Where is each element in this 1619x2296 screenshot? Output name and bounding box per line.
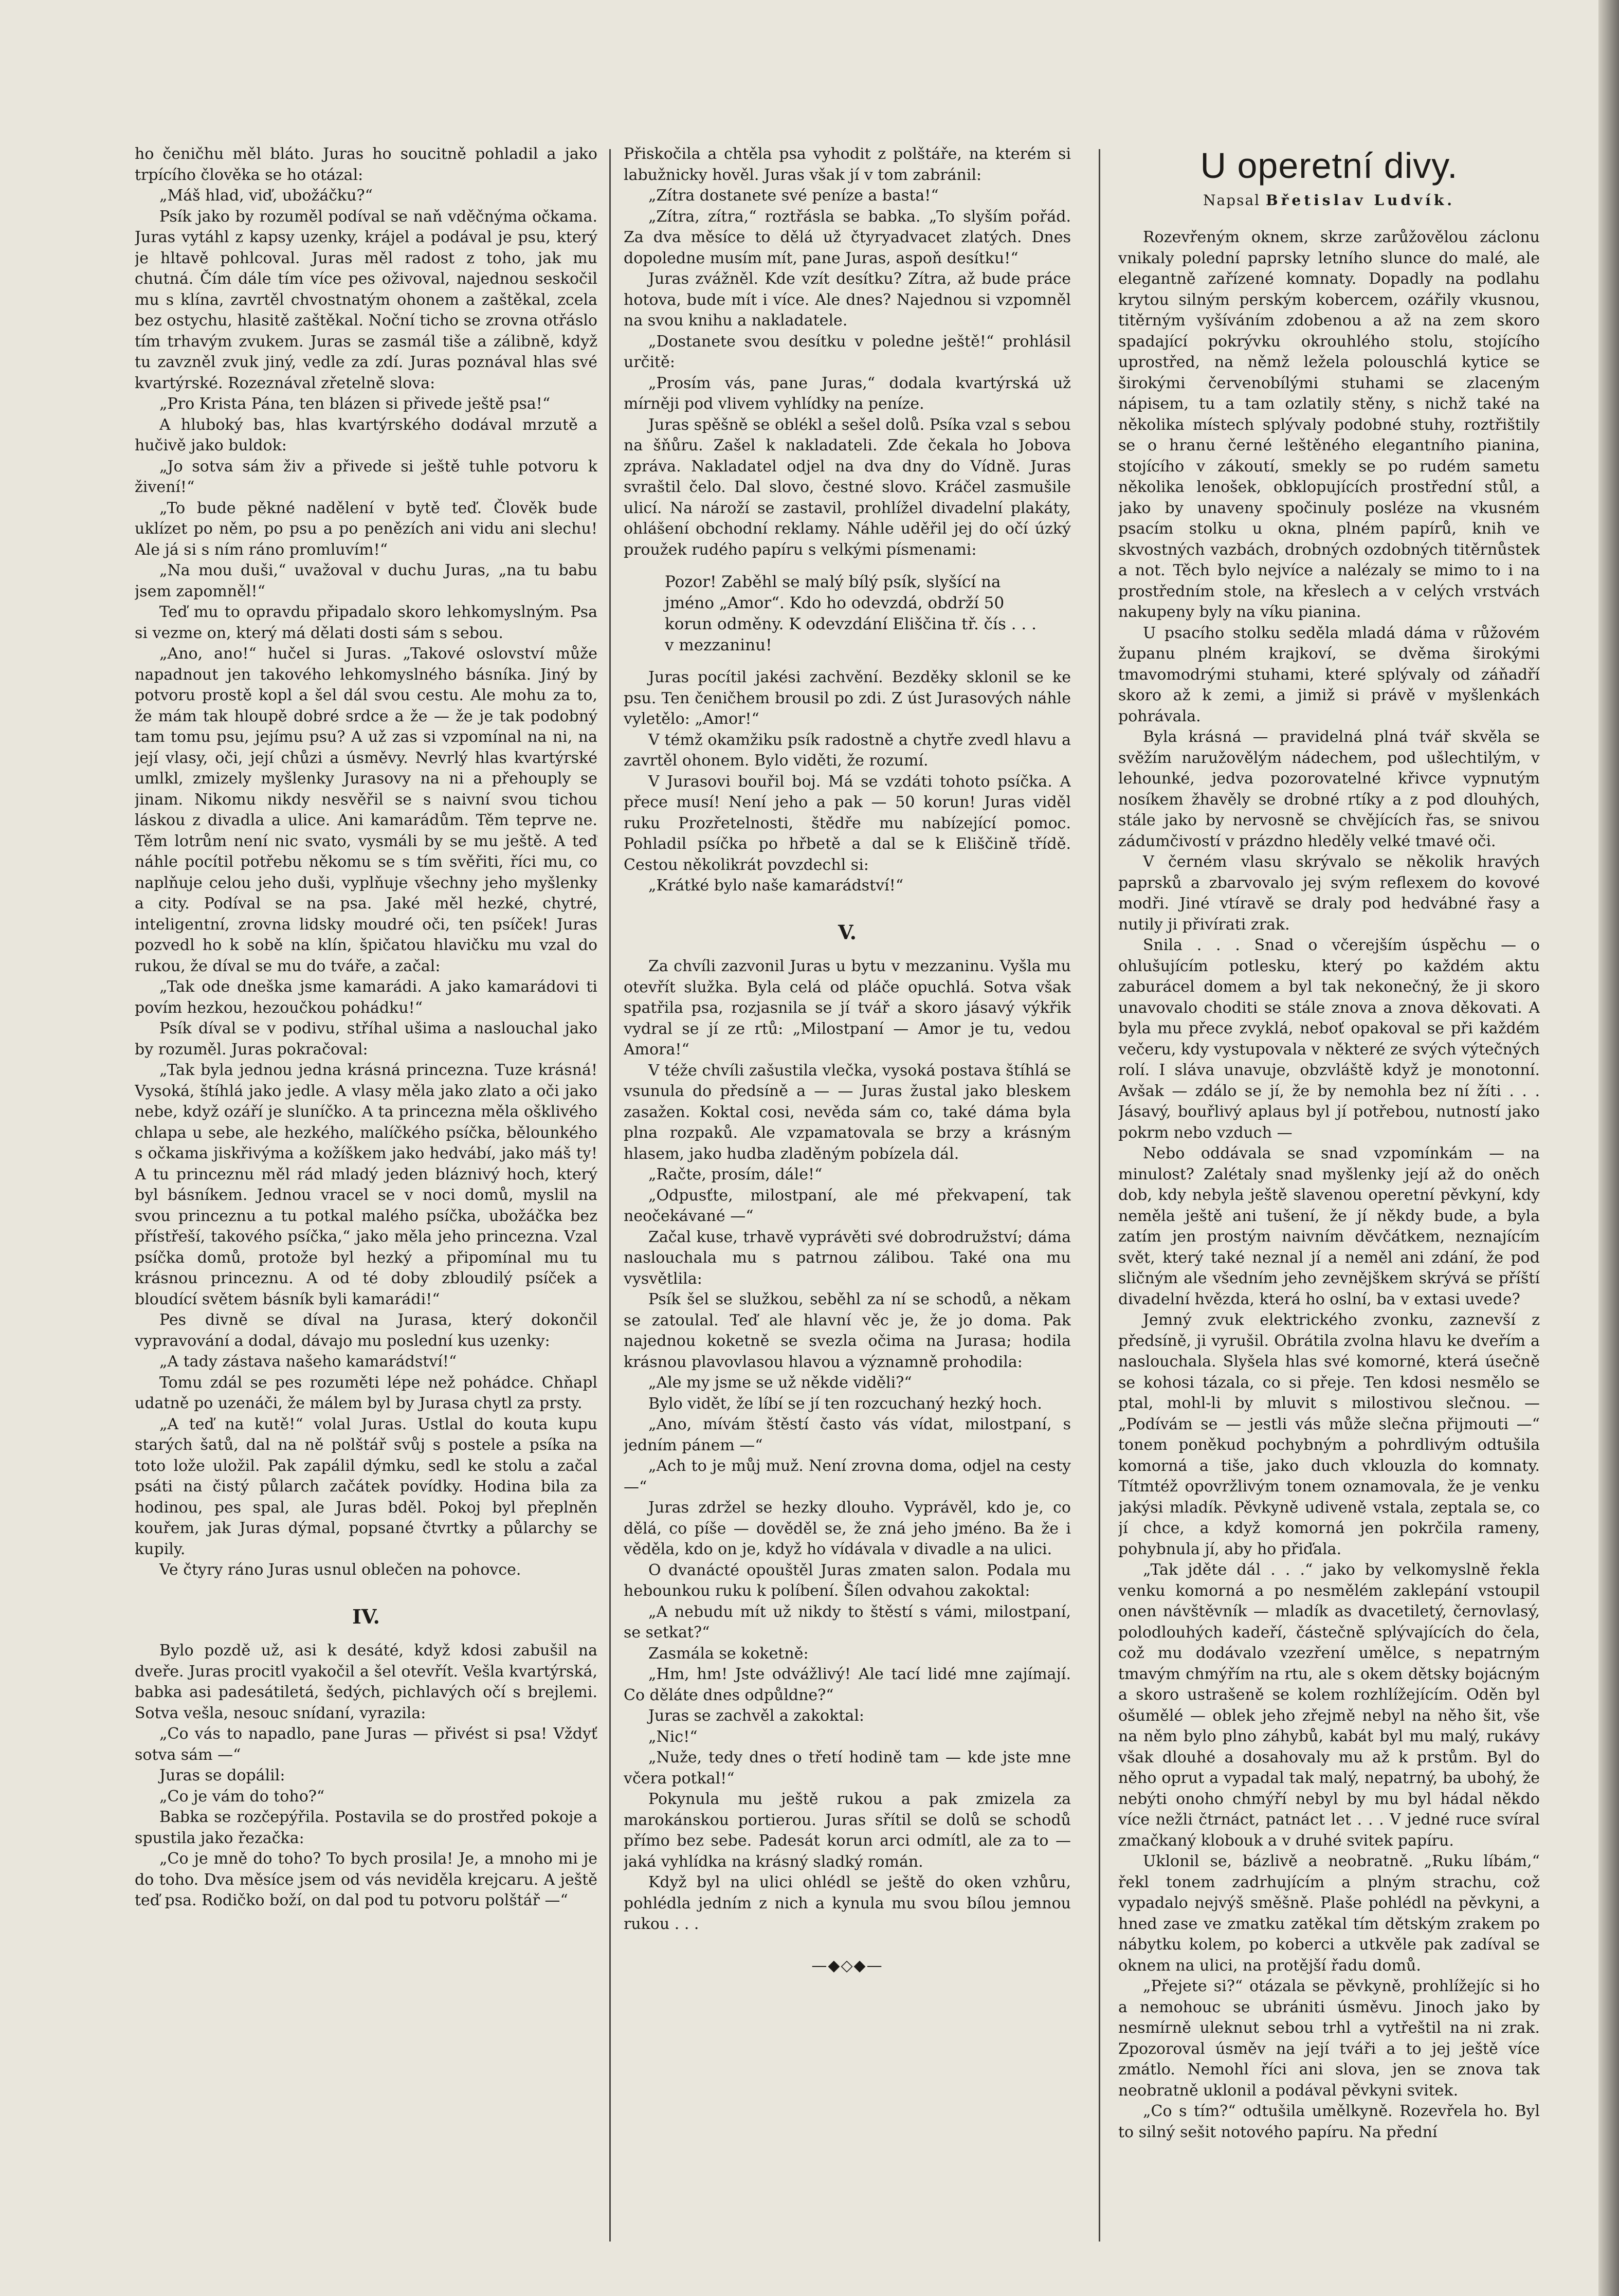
byline-author: Břetislav Ludvík. [1266, 192, 1456, 209]
paragraph: Psík díval se v podivu, stříhal ušima a naslouchal jako by rozuměl. Juras pokračoval: [135, 1019, 597, 1059]
paragraph: „Prosím vás, pane Juras,“ dodala kvartýrská už mírněji pod vlivem vyhlídky na peníze. [624, 374, 1071, 413]
end-ornament: —◆◇◆— [811, 1956, 883, 1975]
paragraph: O dvanácté opouštěl Juras zmaten salon. Podala mu hebounkou ruku k políbení. Šílen odvahou zakoktal: [624, 1561, 1071, 1600]
paragraph: „Tak byla jednou jedna krásná princezna. Tuze krásná! Vysoká, štíhlá jako jedle. A vlasy měla jako zlato a oči jako nebe, když ozáří je sluníčko. A ta princezna měla ošklivého chlapa u sebe, ale hezkého, malíčkého psíčka, bělounkého s očkama jiskřivýma a kožíškem jako hedvábí, jako máš ty! A tu princeznu měl rád mladý jeden bláznivý hoch, který byl básníkem. Jednou vracel se v noci domů, myslil na svou princeznu a tu potkal malého psíčka, ubožáčka bez přístřeší, takového psíčka,“ jako měla jeho princezna. Vzal psíčka domů, protože byl hezký a připomínal mu tu krásnou princeznu. A od té doby zbloudilý psíček a bloudící světem básník byli kamarádi!“ [135, 1061, 597, 1308]
paragraph: A hluboký bas, hlas kvartýrského dodával mrzutě a hučivě jako buldok: [135, 415, 597, 454]
section-heading-v: V. [838, 920, 857, 944]
paragraph: Tomu zdál se pes rozuměti lépe než pohádce. Chňapl udatně po uzenáči, že málem byl by Jurasa chytl za prsty. [135, 1373, 597, 1412]
paragraph: Za chvíli zazvonil Juras u bytu v mezzaninu. Vyšla mu otevřít služka. Byla celá od pláče opuchlá. Sotva však spatřila psa, rozjasnila se jí tvář a skoro jásavý výkřik vydral se jí ze rtů: „Milostpaní — Amor je tu, vedou Amora!“ [624, 957, 1071, 1059]
paragraph: Když byl na ulici ohlédl se ještě do oken vzhůru, pohlédla jedním z nich a kynula mu svou bílou jemnou rukou . . . [624, 1873, 1071, 1933]
paragraph: „Zítra, zítra,“ roztřásla se babka. „To slyším pořád. Za dva měsíce to dělá už čtyryadvacet zlatých. Dnes dopoledne musím mít, pane Juras, aspoň desítku!“ [624, 207, 1071, 267]
paragraph: V téže chvíli zašustila vlečka, vysoká postava štíhlá se vsunula do předsíně a — — Juras žustal jako bleskem zasažen. Koktal cosi, nevěda sám co, také dáma byla plna rozpaků. Ale vzpamatovala se brzy a krásným hlasem, jako hudba zladěným pobízela dál. [624, 1061, 1071, 1163]
section-heading-iv: IV. [352, 1605, 380, 1628]
paragraph: Juras zvážněl. Kde vzít desítku? Zítra, až bude práce hotova, bude mít i více. Ale dnes? Najednou si vzpomněl na svou knihu a nakladatele. [624, 270, 1071, 330]
paragraph: Začal kuse, trhavě vyprávěti své dobrodružství; dáma naslouchala mu s patrnou zálibou. Také ona mu vysvětlila: [624, 1228, 1071, 1288]
paragraph: „Tak ode dneška jsme kamarádi. A jako kamarádovi ti povím hezkou, hezoučkou pohádku!“ [135, 978, 597, 1017]
paragraph: Pes divně se díval na Jurasa, který dokončil vypravování a dodal, dávajo mu poslední kus uzenky: [135, 1311, 597, 1350]
paragraph: Bylo pozdě už, asi k desáté, když kdosi zabušil na dveře. Juras procitl vyakočil a šel otevřít. Vešla kvartýrská, babka asi padesátiletá, šedých, pichlavých očí s brejlemi. Sotva vešla, nesouc snídaní, vyrazila: [135, 1642, 597, 1722]
paragraph: „A tady zástava našeho kamarádství!“ [159, 1353, 457, 1371]
column-2 [624, 144, 1071, 2262]
paragraph: „Pro Krista Pána, ten blázen si přivede ještě psa!“ [159, 395, 551, 413]
paragraph: V témž okamžiku psík radostně a chytře zvedl hlavu a zavrtěl ohonem. Bylo viděti, že rozumí. [624, 731, 1071, 770]
paragraph: Přiskočila a chtěla psa vyhodit z polštáře, na kterém si labužnicky hověl. Juras však jí v tom zabránil: [624, 145, 1071, 184]
paragraph: Zasmála se koketně: [648, 1644, 809, 1663]
paragraph: „Co je mně do toho? To bych prosila! Je, a mnoho mi je do toho. Dva měsíce jsem od vás neviděla krejcaru. A ještě teď psa. Rodičko boží, on dal pod tu potvoru polštář —“ [135, 1850, 597, 1909]
paragraph: „Odpusťte, milostpaní, ale mé překvapení, tak neočekávané —“ [624, 1186, 1071, 1225]
paragraph: Juras pocítil jakési zachvění. Bezděky sklonil se ke psu. Ten čeničhem brousil po zdi. Z úst Jurasových náhle vyletělo: „Amor!“ [624, 668, 1071, 728]
column-1-text-after-iv [135, 1641, 597, 1911]
paragraph: „Dostanete svou desítku v poledne ještě!“ prohlásil určitě: [624, 332, 1071, 371]
paragraph: Teď mu to opravdu připadalo skoro lehkomyslným. Psa si vezme on, který má dělati dosti sám s sebou. [135, 603, 597, 642]
byline [1118, 191, 1540, 210]
column-2-text-after-v [624, 956, 1071, 1935]
paragraph: „Ach to je můj muž. Není zrovna doma, odjel na cesty —“ [624, 1457, 1071, 1496]
column-1-text [135, 144, 597, 1581]
paragraph: Psík šel se služkou, seběhl za ní se schodů, a někam se zatoulal. Teď ale hlavní věc je, že jo doma. Pak najednou koketně se svezla očima na Jurasa; hodila krásnou plavovlasou hlavou a významně prohodila: [624, 1290, 1071, 1371]
column-3 [1118, 144, 1540, 2262]
byline-prefix: Napsal [1203, 192, 1261, 209]
paragraph: „A nebudu mít už nikdy to štěstí s vámi, milostpaní, se setkat?“ [624, 1602, 1071, 1642]
column-3-text [1118, 227, 1540, 2143]
column-rule-2 [1099, 149, 1100, 2242]
paragraph: Juras spěšně se oblékl a sešel dolů. Psíka vzal s sebou na šňůru. Zašel k nakladateli. Zde čekala ho Jobova zpráva. Nakladatel odjel na dva dny do Vídně. Juras svraštil čelo. Dal slovo, čestné slovo. Kráčel zasmušile ulicí. Na nároží se zastavil, prohlížel divadelní plakáty, ohlášení obchodní reklamy. Náhle uděřil jej do očí úzký proužek rudého papíru s velkými písmenami: [624, 415, 1071, 559]
paragraph: Ve čtyry ráno Juras usnul oblečen na pohovce. [159, 1561, 521, 1579]
paragraph: Bylo vidět, že líbí se jí ten rozcuchaný hezký hoch. [648, 1394, 1042, 1413]
paragraph: „Jo sotva sám živ a přivede si ještě tuhle potvoru k živení!“ [135, 457, 597, 496]
lost-dog-notice: Pozor! Zaběhl se malý bílý psík, slyšící na jméno „Amor“. Kdo ho odevzdá, obdrží 50 korun odměny. K odevzdání Eliščina tř. čís . . . v mezzaninu! [665, 573, 1036, 654]
paragraph: Nebo oddávala se snad vzpomínkám — na minulost? Zalétaly snad myšlenky její až do oněch dob, kdy nebyla ještě slavenou operetní pěvkyní, kdy neměla ještě ani tušení, že jí někdy bude, a byla zatím jen prostým naivním děvčátkem, neznajícím svět, který také neznal jí a neměl ani zdání, že pod sličným ale všedním jeho zevnějškem skrývá se příští divadelní hvězda, která ho oslní, ba v extasi uvede? [1118, 1144, 1540, 1308]
column-2-text-after-notice [624, 667, 1071, 897]
paragraph: Snila . . . Snad o včerejším úspěchu — o ohlušujícím potlesku, který po každém aktu zaburácel domem a byl tak nekonečný, že ji skoro unavovalo choditi se stále znova a znova děkovati. A byla mu přece zvyklá, neboť opakoval se při každém večeru, kdy vystupovala v některé ze svých výtečných rolí. I sláva unavuje, obzvláště když je monotonní. Avšak — zdálo se jí, že by nemohla bez ní žíti . . . Jásavý, bouřlivý aplaus byl jí potřebou, nutností jako pokrm nebo vzduch — [1118, 936, 1540, 1142]
paragraph: Juras se dopálil: [159, 1766, 285, 1784]
paragraph: „Co vás to napadlo, pane Juras — přivést si psa! Vždyť sotva sám —“ [135, 1725, 597, 1764]
paragraph: Rozevřeným oknem, skrze zarůžovělou záclonu vnikaly polední paprsky letního slunce do malé, ale elegantně zařízené komnaty. Dopadly na podlahu krytou silným perským kobercem, ozářily vkusnou, titěrným vyšíváním zdobenou a až na zem skoro spadající pokrývku okrouhlého stolu, stojícího uprostřed, na němž ležela polouschlá kytice se širokými červenobílými stuhami se zlaceným nápisem, tu a tam ozlatily stěny, s nichž také na několika místech splývaly podobné stuhy, roztřištily se o hranu černé leštěného elegantního pianina, stojícího v zákoutí, smekly se po rudém sametu několika lenošek, obklopujících prostřední stůl, a jako by unaveny spočinuly posléze na vkusném psacím stolku u okna, plném papírů, knih ve skvostných vazbách, drobných ozdobných titěrnůstek a not. Těch bylo nejvíce a nalézaly se mimo to i na prostředním stole, na křeslech a v celých vrstvách nakupeny byly na víku pianina. [1118, 228, 1540, 621]
column-1 [135, 144, 597, 2262]
paragraph: V černém vlasu skrývalo se několik hravých paprsků a zbarvovalo jej svým reflexem do kovové modři. Jiné vtíravě se draly pod hedvábné řasy a nutily ji přivírati zrak. [1118, 853, 1540, 934]
paragraph: U psacího stolku seděla mladá dáma v růžovém županu plném krajkoví, se dvěma širokými tmavomodrými stuhami, které splývaly od záňadří skoro až k zemi, a jimiž si právě v myšlenkách pohrávala. [1118, 624, 1540, 725]
paragraph: Babka se rozčepýřila. Postavila se do prostřed pokoje a spustila jako řezačka: [135, 1808, 597, 1847]
paragraph: „Tak jděte dál . . .“ jako by velkomyslně řekla venku komorná a po nesmělém zaklepání vstoupil onen návštěvník — mladík as dvacetiletý, černovlasý, polodlouhých kadeří, částečně splývajících do čela, což mu dodávalo vzezření umělce, s nepatrným tmavým chmýřím na rtu, ale s okem dětsky bojácným a skoro ustrašeně se kolem rozhlížejícím. Oděn byl ošumělé — oblek jeho zřejmě nebyl na něho šit, vše na něm bylo plno záhybů, kabát byl mu malý, rukávy však dlouhé a dosahovaly mu až k prstům. Byl do něho oprut a vypadal tak malý, nepatrný, ba ubohý, že nebýti onoho chmýří nebyl by mu byl hádal někdo více nežli čtrnáct, patnáct let . . . V jedné ruce svíral zmačkaný klobouk a v druhé svitek papíru. [1118, 1561, 1540, 1850]
paragraph: Uklonil se, bázlivě a neobratně. „Ruku líbám,“ řekl tonem zadrhujícím a plným strachu, což vypadalo nejvýš směšně. Plaše pohlédl na pěvkyni, a hned zase ve zmatku zatěkal tím dětským zrakem po nábytku kolem, po koberci a utkvěle pak zadíval se oknem na ulici, na protější řadu domů. [1118, 1852, 1540, 1975]
paragraph: „Nic!“ [648, 1727, 698, 1746]
paragraph: „Na mou duši,“ uvažoval v duchu Juras, „na tu babu jsem zapomněl!“ [135, 561, 597, 600]
paragraph: „Máš hlad, viď, ubožáčku?“ [159, 187, 373, 205]
paragraph: „Nuže, tedy dnes o třetí hodině tam — kde jste mne včera potkal!“ [624, 1748, 1071, 1788]
paragraph: „Co s tím?“ odtušila umělkyně. Rozevřela ho. Byl to silný sešit notového papíru. Na přední [1118, 2102, 1540, 2141]
paragraph: Jemný zvuk elektrického zvonku, zaznevší z předsíně, ji vyrušil. Obrátila zvolna hlavu ke dveřím a naslouchala. Slyšela hlas své komorné, která úsečně se kohosi tázala, co si přeje. Ten kdosi nesmělo se ptal, mohl-li by mluvit s milostivou slečnou. — „Podívám se — jestli vás může slečna přijmouti —“ tonem poněkud pochybným a pohrdlivým odtušila komorná a tiše, jako duch vklouzla do komnaty. Títmtéž opovržlivým tonem oznamovala, že je venku jakýsi mladík. Pěvkyně udiveně vstala, zeptala se, co jí chce, a když komorná jen pokrčila rameny, pohybnula jí, aby ho přiďala. [1118, 1311, 1540, 1558]
paragraph: Pokynula mu ještě rukou a pak zmizela za marokánskou portierou. Juras sřítil se dolů se schodů přímo bez sebe. Padesát korun arci odmítl, ale za to — jaká vyhlídka na krásný sladký román. [624, 1790, 1071, 1871]
paragraph: „Hm, hm! Jste odvážlivý! Ale tací lidé mne zajímají. Co děláte dnes odpůldne?“ [624, 1665, 1071, 1704]
paragraph: V Jurasovi bouřil boj. Má se vzdáti tohoto psíčka. A přece musí! Není jeho a pak — 50 korun! Juras viděl ruku Prozřetelnosti, štědře mu nabízející pomoc. Pohladil psíčka po hřbetě a dal se k Eliščině třídě. Cestou několikrát povzdechl si: [624, 772, 1071, 874]
paragraph: „A teď na kutě!“ volal Juras. Ustlal do kouta kupu starých šatů, dal na ně polštář svůj s postele a psíka na toto lože uložil. Pak zapálil dýmku, sedl ke stolu a začal psáti na čistý půlarch začátek povídky. Hodina bila za hodinou, pes spal, ale Juras bděl. Pokoj byl přeplněn kouřem, jak Juras dýmal, popsané čtvrtky a půlarchy se kupily. [135, 1415, 597, 1558]
paragraph: „Co je vám do toho?“ [159, 1787, 325, 1806]
scan-edge [1598, 0, 1619, 2296]
story-title: U operetní divy. [1200, 145, 1458, 186]
paragraph: Byla krásná — pravidelná plná tvář skvěla se svěžím naružovělým nádechem, pod ušlechtilým, v lehounké, jedva pozorovatelné křivce vypnutým nosíkem žhavěly se drobné rtíky a z pod dlouhých, stále jako by nervosně se chvějících řas, se snivou zádumčivostí v prázdno hleděly velké tmavé oči. [1118, 728, 1540, 850]
column-2-text [624, 144, 1071, 560]
paragraph: „Račte, prosím, dále!“ [648, 1165, 823, 1183]
paragraph: Juras zdržel se hezky dlouho. Vyprávěl, kdo je, co dělá, co píše — dověděl se, že zná jeho jméno. Ba že i věděla, kdo on je, když ho vídávala v divadle a na ulici. [624, 1499, 1071, 1558]
paragraph: „Ano, mívám štěstí často vás vídat, milostpaní, s jedním pánem —“ [624, 1415, 1071, 1454]
column-rule-1 [609, 149, 611, 2242]
paragraph: „Ano, ano!“ hučel si Juras. „Takové oslovství může napadnout jen takového lehkomyslného básníka. Jiný by potvoru prostě kopl a šel dál svou cestu. Ale mohu za to, že mám tak hloupě dobré srdce a že — že je tak podobný tam tomu psu, jejímu psu? A už zas si vzpomínal na ni, na její vlasy, oči, její chůzi a úsměvy. Nevrlý hlas kvartýrské umlkl, zmizely myšlenky Jurasovy na ni a přehouply se jinam. Nikomu nikdy nesvěřil se s naivní svou tichou láskou z divadla a ulice. Ani kamarádům. Těm teprve ne. Těm lotrům není nic svato, vysmáli by se mu ještě. A teď náhle pocítil potřebu někomu se s tím svěřiti, říci mu, co naplňuje celou jeho duši, vyplňuje všechny jeho myšlenky a city. Podíval se na psa. Jaké měl hezké, chytré, inteligentní, zrovna lidsky moudré oči, ten psíček! Juras pozvedl ho k sobě na klín, špičatou hlavičku mu vzal do rukou, že díval se mu do tváře, a začal: [135, 645, 597, 975]
paragraph: Juras se zachvěl a zakoktal: [648, 1707, 865, 1725]
paragraph: „Ale my jsme se už někde viděli?“ [648, 1374, 912, 1392]
paragraph: „To bude pěkné nadělení v bytě teď. Člověk bude uklízet po něm, po psu a po penězích ani vidu ani slechu! Ale já si s ním ráno promluvím!“ [135, 499, 597, 559]
paragraph: Psík jako by rozuměl podíval se naň vděčnýma očkama. Juras vytáhl z kapsy uzenky, krájel a podával je psu, který je hltavě pohlcoval. Juras měl radost z toho, jak mu chutná. Čím dále tím více pes oživoval, najednou seskočil mu s klína, zavrtěl chvostnatým ohonem a zaštěkal, zcela bez ostychu, hlasitě zaštěkal. Noční ticho se zrovna otřáslo tím trhavým zvukem. Juras se zasmál tiše a zálibně, když tu zavzněl zvuk jiný, vedle za zdí. Juras poznával hlas své kvartýrské. Rozeznával zřetelně slova: [135, 207, 597, 392]
paragraph: „Zítra dostanete své peníze a basta!“ [648, 187, 939, 205]
paragraph: „Krátké bylo naše kamarádství!“ [648, 877, 904, 895]
paragraph: „Přejete si?“ otázala se pěvkyně, prohlížejíc si ho a nemohouc se ubrániti úsměvu. Jinoch jako by nesmírně uleknut sebou trhl a vytřeštil na ni zrak. Zpozoroval úsměv na její tváři a to jej ještě více zmátlo. Nemohl říci ani slova, jen se znova tak neobratně uklonil a podával pěvkyni svitek. [1118, 1977, 1540, 2100]
paragraph: ho čeničhu měl bláto. Juras ho soucitně pohladil a jako trpícího člověka se ho otázal: [135, 145, 597, 184]
